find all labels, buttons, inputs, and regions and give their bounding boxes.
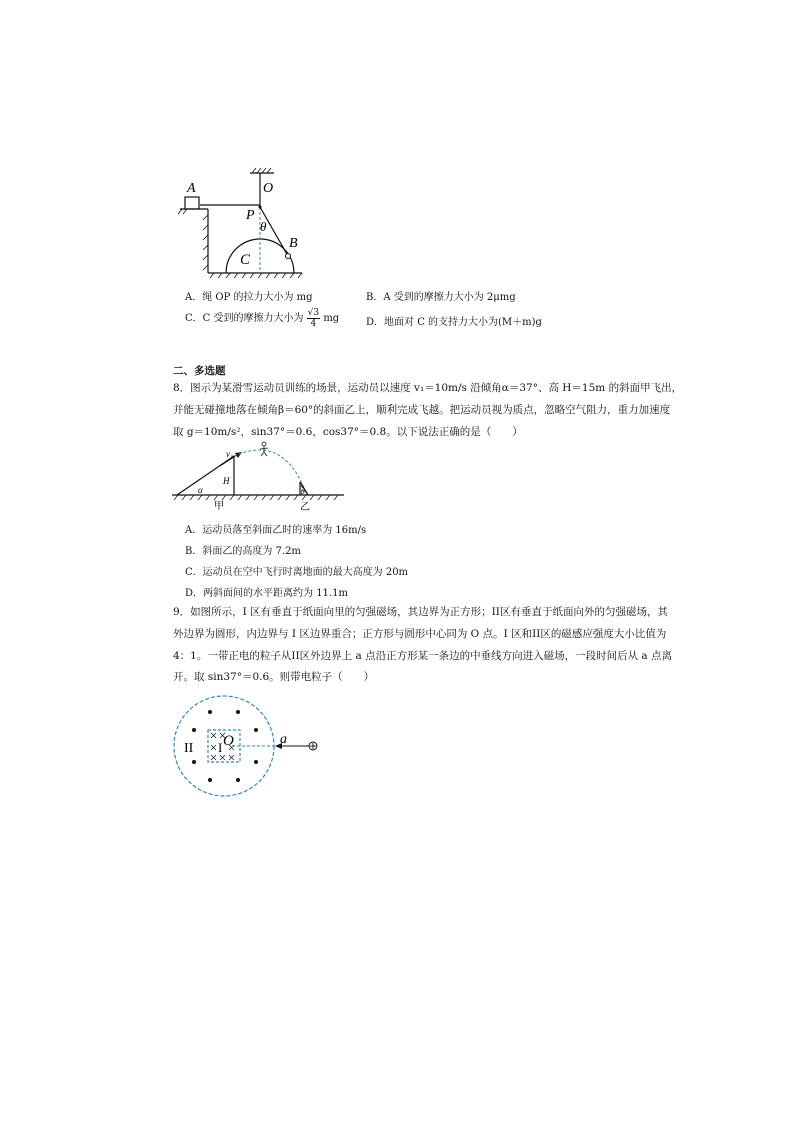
q9-line-1: 9．如图所示，I 区有垂直于纸面向里的匀强磁场，其边界为正方形；II区有垂直于纸面向外的匀强磁场，其 <box>173 606 668 618</box>
figure-q8-svg <box>172 440 347 515</box>
q8-option-a[interactable]: A．运动员落至斜面乙时的速率为 16m/s <box>185 525 367 536</box>
label-C: C <box>240 252 251 268</box>
label-theta: θ <box>260 219 267 234</box>
label-region-I: I <box>218 740 223 755</box>
q8-line-1: 8．图示为某滑雪运动员训练的场景，运动员以速度 v₁＝10m/s 沿倾角α＝37°、高 H＝15m 的斜面甲飞出， <box>173 382 683 394</box>
label-H: H <box>223 476 230 486</box>
q8-option-c[interactable]: C．运动员在空中飞行时离地面的最大高度为 20m <box>185 567 409 578</box>
figure-q9-svg <box>170 690 325 805</box>
label-A: A <box>187 181 196 196</box>
label-v1: v₁ <box>226 449 234 459</box>
section-title: 二、多选题 <box>173 365 226 377</box>
q8-option-d[interactable]: D．两斜面间的水平距离约为 11.1m <box>185 588 348 599</box>
label-B: B <box>289 236 298 251</box>
label-yi: 乙 <box>300 502 310 513</box>
label-P: P <box>246 208 255 223</box>
q7-option-b[interactable]: B．A 受到的摩擦力大小为 2μmg <box>366 292 516 303</box>
q7-option-c[interactable] <box>185 308 339 329</box>
q9-line-3: 4：1。一带正电的粒子从II区外边界上 a 点沿正方形某一条边的中垂线方向进入磁场，一段时间后从 a 点离 <box>173 650 673 662</box>
label-region-II: II <box>184 741 194 756</box>
q9-line-2: 外边界为圆形，内边界与 I 区边界重合；正方形与圆形中心同为 O 点。I 区和II区的磁感应强度大小比值为 <box>173 628 667 640</box>
label-jia: 甲 <box>214 501 224 512</box>
q9-line-4: 开。取 sin37°＝0.6。则带电粒子（ ） <box>173 671 375 683</box>
fraction-denominator: 4 <box>310 319 317 329</box>
fraction <box>307 308 320 329</box>
label-O: O <box>223 733 234 749</box>
label-beta: β <box>301 488 305 496</box>
label-a: a <box>280 732 287 747</box>
q7-option-c-suffix: mg <box>323 313 340 324</box>
figure-q7-svg <box>170 165 320 280</box>
label-O: O <box>263 181 274 196</box>
q8-option-b[interactable]: B．斜面乙的高度为 7.2m <box>185 546 301 557</box>
label-alpha: α <box>198 485 203 495</box>
fraction-numerator: √3 <box>307 308 320 318</box>
q7-option-c-prefix: C．C 受到的摩擦力大小为 <box>185 313 304 324</box>
q8-line-2: 并能无碰撞地落在倾角β＝60°的斜面乙上，顺利完成飞越。把运动员视为质点，忽略空气阻力，重力加速度 <box>173 404 671 416</box>
q7-option-d[interactable]: D．地面对 C 的支持力大小为(M＋m)g <box>366 317 542 328</box>
q8-line-3: 取 g＝10m/s²，sin37°＝0.6，cos37°＝0.8。以下说法正确的是（ ） <box>173 426 523 438</box>
q7-option-a[interactable]: A．绳 OP 的拉力大小为 mg <box>185 292 313 303</box>
